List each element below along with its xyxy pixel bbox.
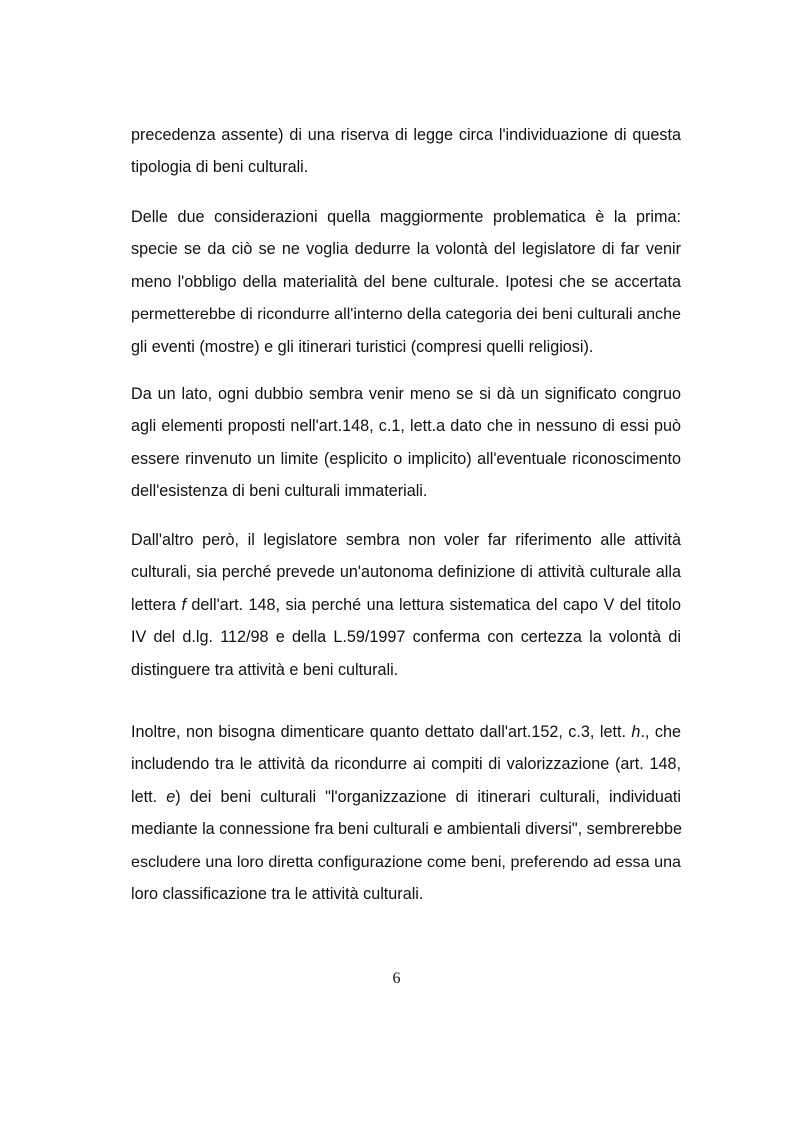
paragraph-2 (131, 201, 681, 363)
text-line: dell'esistenza di beni culturali immateriali. (131, 482, 428, 501)
text-line: distinguere tra attività e beni culturali. (131, 660, 399, 679)
text-line: culturali, sia perché prevede un'autonoma definizione di attività culturale alla (131, 563, 681, 582)
text-line (131, 781, 681, 813)
italic-letter: f (181, 595, 186, 614)
text-fragment: ., che (640, 723, 681, 741)
paragraph-4 (131, 524, 681, 686)
text-line: tipologia di beni culturali. (131, 158, 309, 177)
text-line (131, 716, 681, 748)
paragraph-3 (131, 378, 681, 508)
paragraph-1 (131, 119, 681, 184)
text-line: escludere una loro diretta configurazione come beni, preferendo ad essa una (131, 852, 681, 871)
italic-letter: e (166, 787, 176, 806)
text-line: specie se da ciò se ne voglia dedurre la volontà del legislatore di far venir (131, 240, 681, 259)
text-fragment: lett. (131, 787, 167, 806)
text-line: loro classificazione tra le attività culturali. (131, 884, 424, 903)
text-line: Dall'altro però, il legislatore sembra non voler far riferimento alle attività (131, 531, 681, 549)
page-number: 6 (392, 970, 401, 987)
text-line: agli elementi proposti nell'art.148, c.1, lett.a dato che in nessuno di essi può (131, 417, 681, 436)
paragraph-5 (131, 716, 681, 910)
text-line: Da un lato, ogni dubbio sembra venir meno se si dà un significato congruo (131, 385, 681, 403)
text-fragment: dell'art. 148, sia perché una lettura sistematica del capo V del titolo (185, 595, 681, 614)
text-line (131, 589, 681, 621)
text-fragment: Inoltre, non bisogna dimenticare quanto dettato dall'art.152, c.3, lett. (131, 723, 632, 741)
text-line: Delle due considerazioni quella maggiormente problematica è la prima: (131, 208, 681, 226)
text-line: precedenza assente) di una riserva di legge circa l'individuazione di questa (131, 126, 681, 144)
text-fragment: ) dei beni culturali "l'organizzazione di itinerari culturali, individuati (175, 787, 681, 806)
text-line: includendo tra le attività da ricondurre ai compiti di valorizzazione (art. 148, (131, 755, 681, 774)
text-line: essere rinvenuto un limite (esplicito o implicito) all'eventuale riconoscimento (131, 449, 681, 468)
text-fragment: lettera (131, 595, 182, 614)
text-line: mediante la connessione fra beni culturali e ambientali diversi", sembrerebbe (131, 820, 683, 839)
text-line: meno l'obbligo della materialità del bene culturale. Ipotesi che se accertata (131, 272, 681, 291)
italic-letter: h (631, 723, 641, 741)
text-line: permetterebbe di ricondurre all'interno della categoria dei beni culturali anche (131, 305, 681, 324)
text-line: gli eventi (mostre) e gli itinerari turistici (compresi quelli religiosi). (131, 337, 594, 356)
text-line: IV del d.lg. 112/98 e della L.59/1997 conferma con certezza la volontà di (131, 628, 681, 647)
